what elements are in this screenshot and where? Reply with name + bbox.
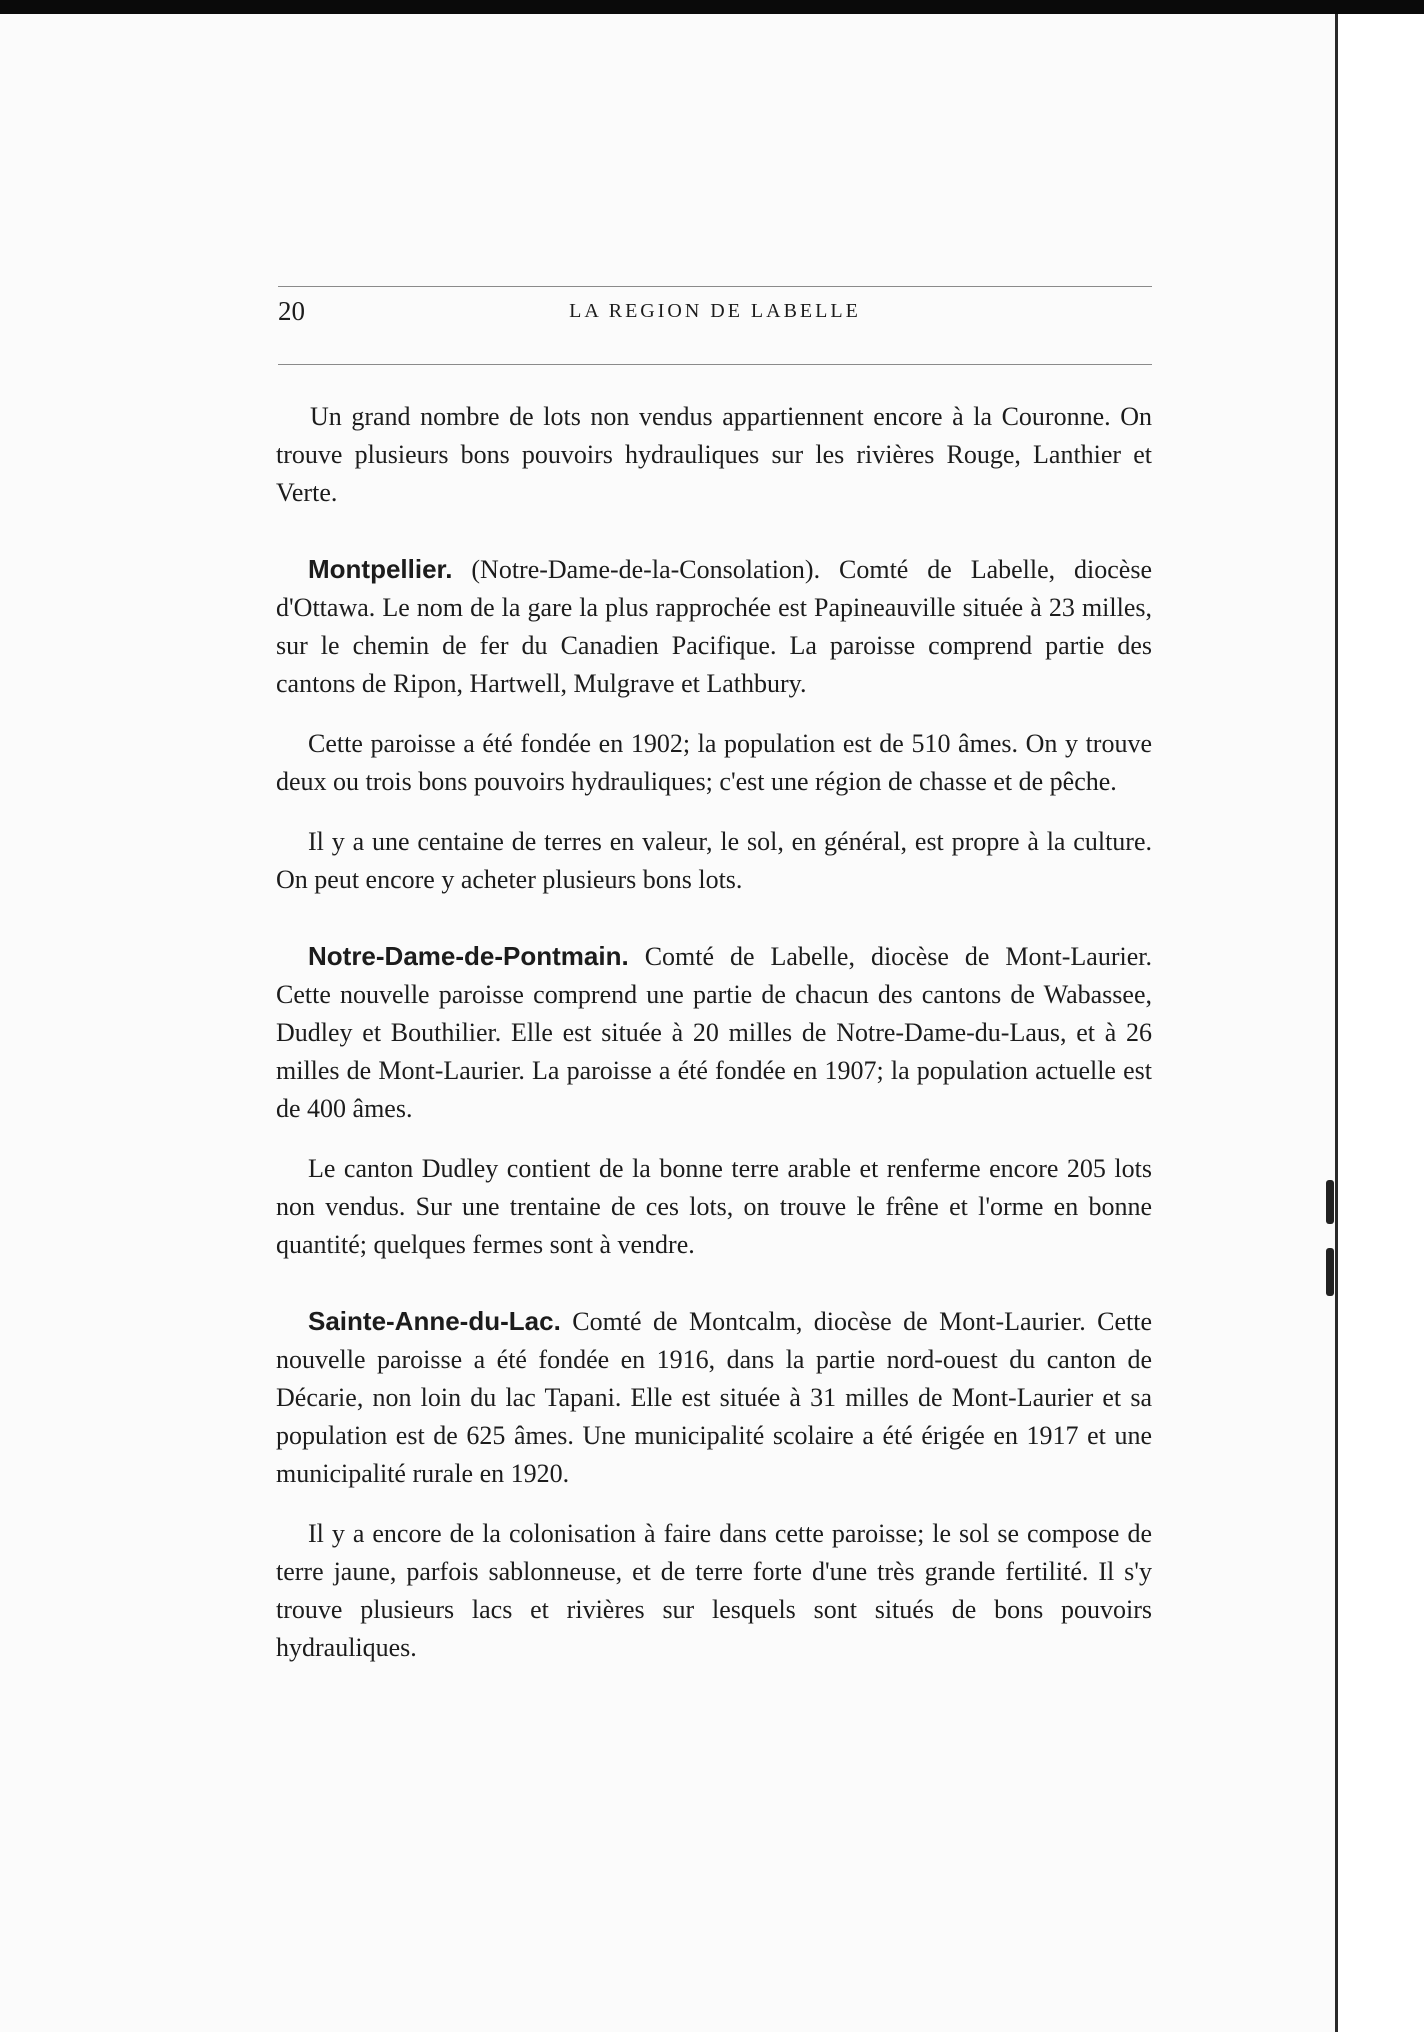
- header-rule-bottom: [278, 364, 1152, 365]
- paragraph-text: Comté de Labelle, diocèse de Mont-Laurier. Cette nouvelle paroisse comprend une partie de chacun des cantons de Wabassee, Dudley et Bouthilier. Elle est située à 20 milles de Notre-Dame-du-Laus, et à 26 milles de Mont-Laurier. La paroisse a été fondée en 1907; la population actuelle est de 400 âmes.: [276, 942, 1152, 1123]
- page-body: [276, 398, 1152, 1667]
- paragraph: [276, 398, 1152, 512]
- paragraph: [276, 725, 1152, 801]
- paragraph-text: (Notre-Dame-de-la-Consolation). Comté de Labelle, diocèse d'Ottawa. Le nom de la gare la plus rapprochée est Papineauville située à 23 milles, sur le chemin de fer du Canadien Pacifique. La paroisse comprend partie des cantons de Ripon, Hartwell, Mulgrave et Lathbury.: [276, 555, 1153, 698]
- binding-mark: [1326, 1180, 1334, 1224]
- paragraph: [276, 937, 1152, 1128]
- paragraph-text: Cette paroisse a été fondée en 1902; la population est de 510 âmes. On y trouve deux ou trois bons pouvoirs hydrauliques; c'est une région de chasse et de pêche.: [276, 729, 1152, 796]
- paragraph-text: Il y a une centaine de terres en valeur, le sol, en général, est propre à la culture. On peut encore y acheter plusieurs bons lots.: [276, 827, 1152, 894]
- paragraph: [276, 1150, 1152, 1264]
- scan-top-border: [0, 0, 1424, 14]
- entry-title: Notre-Dame-de-Pontmain.: [308, 941, 629, 971]
- binding-mark: [1326, 1248, 1334, 1296]
- paragraph: [276, 1515, 1152, 1667]
- paragraph-text: Un grand nombre de lots non vendus appartiennent encore à la Couronne. On trouve plusieurs bons pouvoirs hydrauliques sur les rivières Rouge, Lanthier et Verte.: [276, 402, 1152, 507]
- header-rule-top: [278, 286, 1152, 287]
- page-header: [278, 296, 1152, 336]
- paragraph: [276, 550, 1152, 703]
- paragraph-text: Comté de Montcalm, diocèse de Mont-Laurier. Cette nouvelle paroisse a été fondée en 1916, dans la partie nord-ouest du canton de Décarie, non loin du lac Tapani. Elle est située à 31 milles de Mont-Laurier et sa population est de 625 âmes. Une municipalité scolaire a été érigée en 1917 et une municipalité rurale en 1920.: [276, 1307, 1152, 1488]
- paragraph-text: Le canton Dudley contient de la bonne terre arable et renferme encore 205 lots non vendus. Sur une trentaine de ces lots, on trouve le frêne et l'orme en bonne quantité; quelques fermes sont à vendre.: [276, 1154, 1152, 1259]
- page-margin-edge: [1341, 14, 1424, 2032]
- page-number: 20: [278, 296, 305, 326]
- paragraph-text: Il y a encore de la colonisation à faire dans cette paroisse; le sol se compose de terre jaune, parfois sablonneuse, et de terre forte d'une très grande fertilité. Il s'y trouve plusieurs lacs et rivières sur lesquels sont situés de bons pouvoirs hydrauliques.: [276, 1519, 1152, 1662]
- entry-title: Sainte-Anne-du-Lac.: [308, 1306, 561, 1336]
- paragraph: [276, 1302, 1152, 1493]
- running-head: LA REGION DE LABELLE: [569, 300, 861, 322]
- entry-title: Montpellier.: [308, 554, 453, 584]
- paragraph: [276, 823, 1152, 899]
